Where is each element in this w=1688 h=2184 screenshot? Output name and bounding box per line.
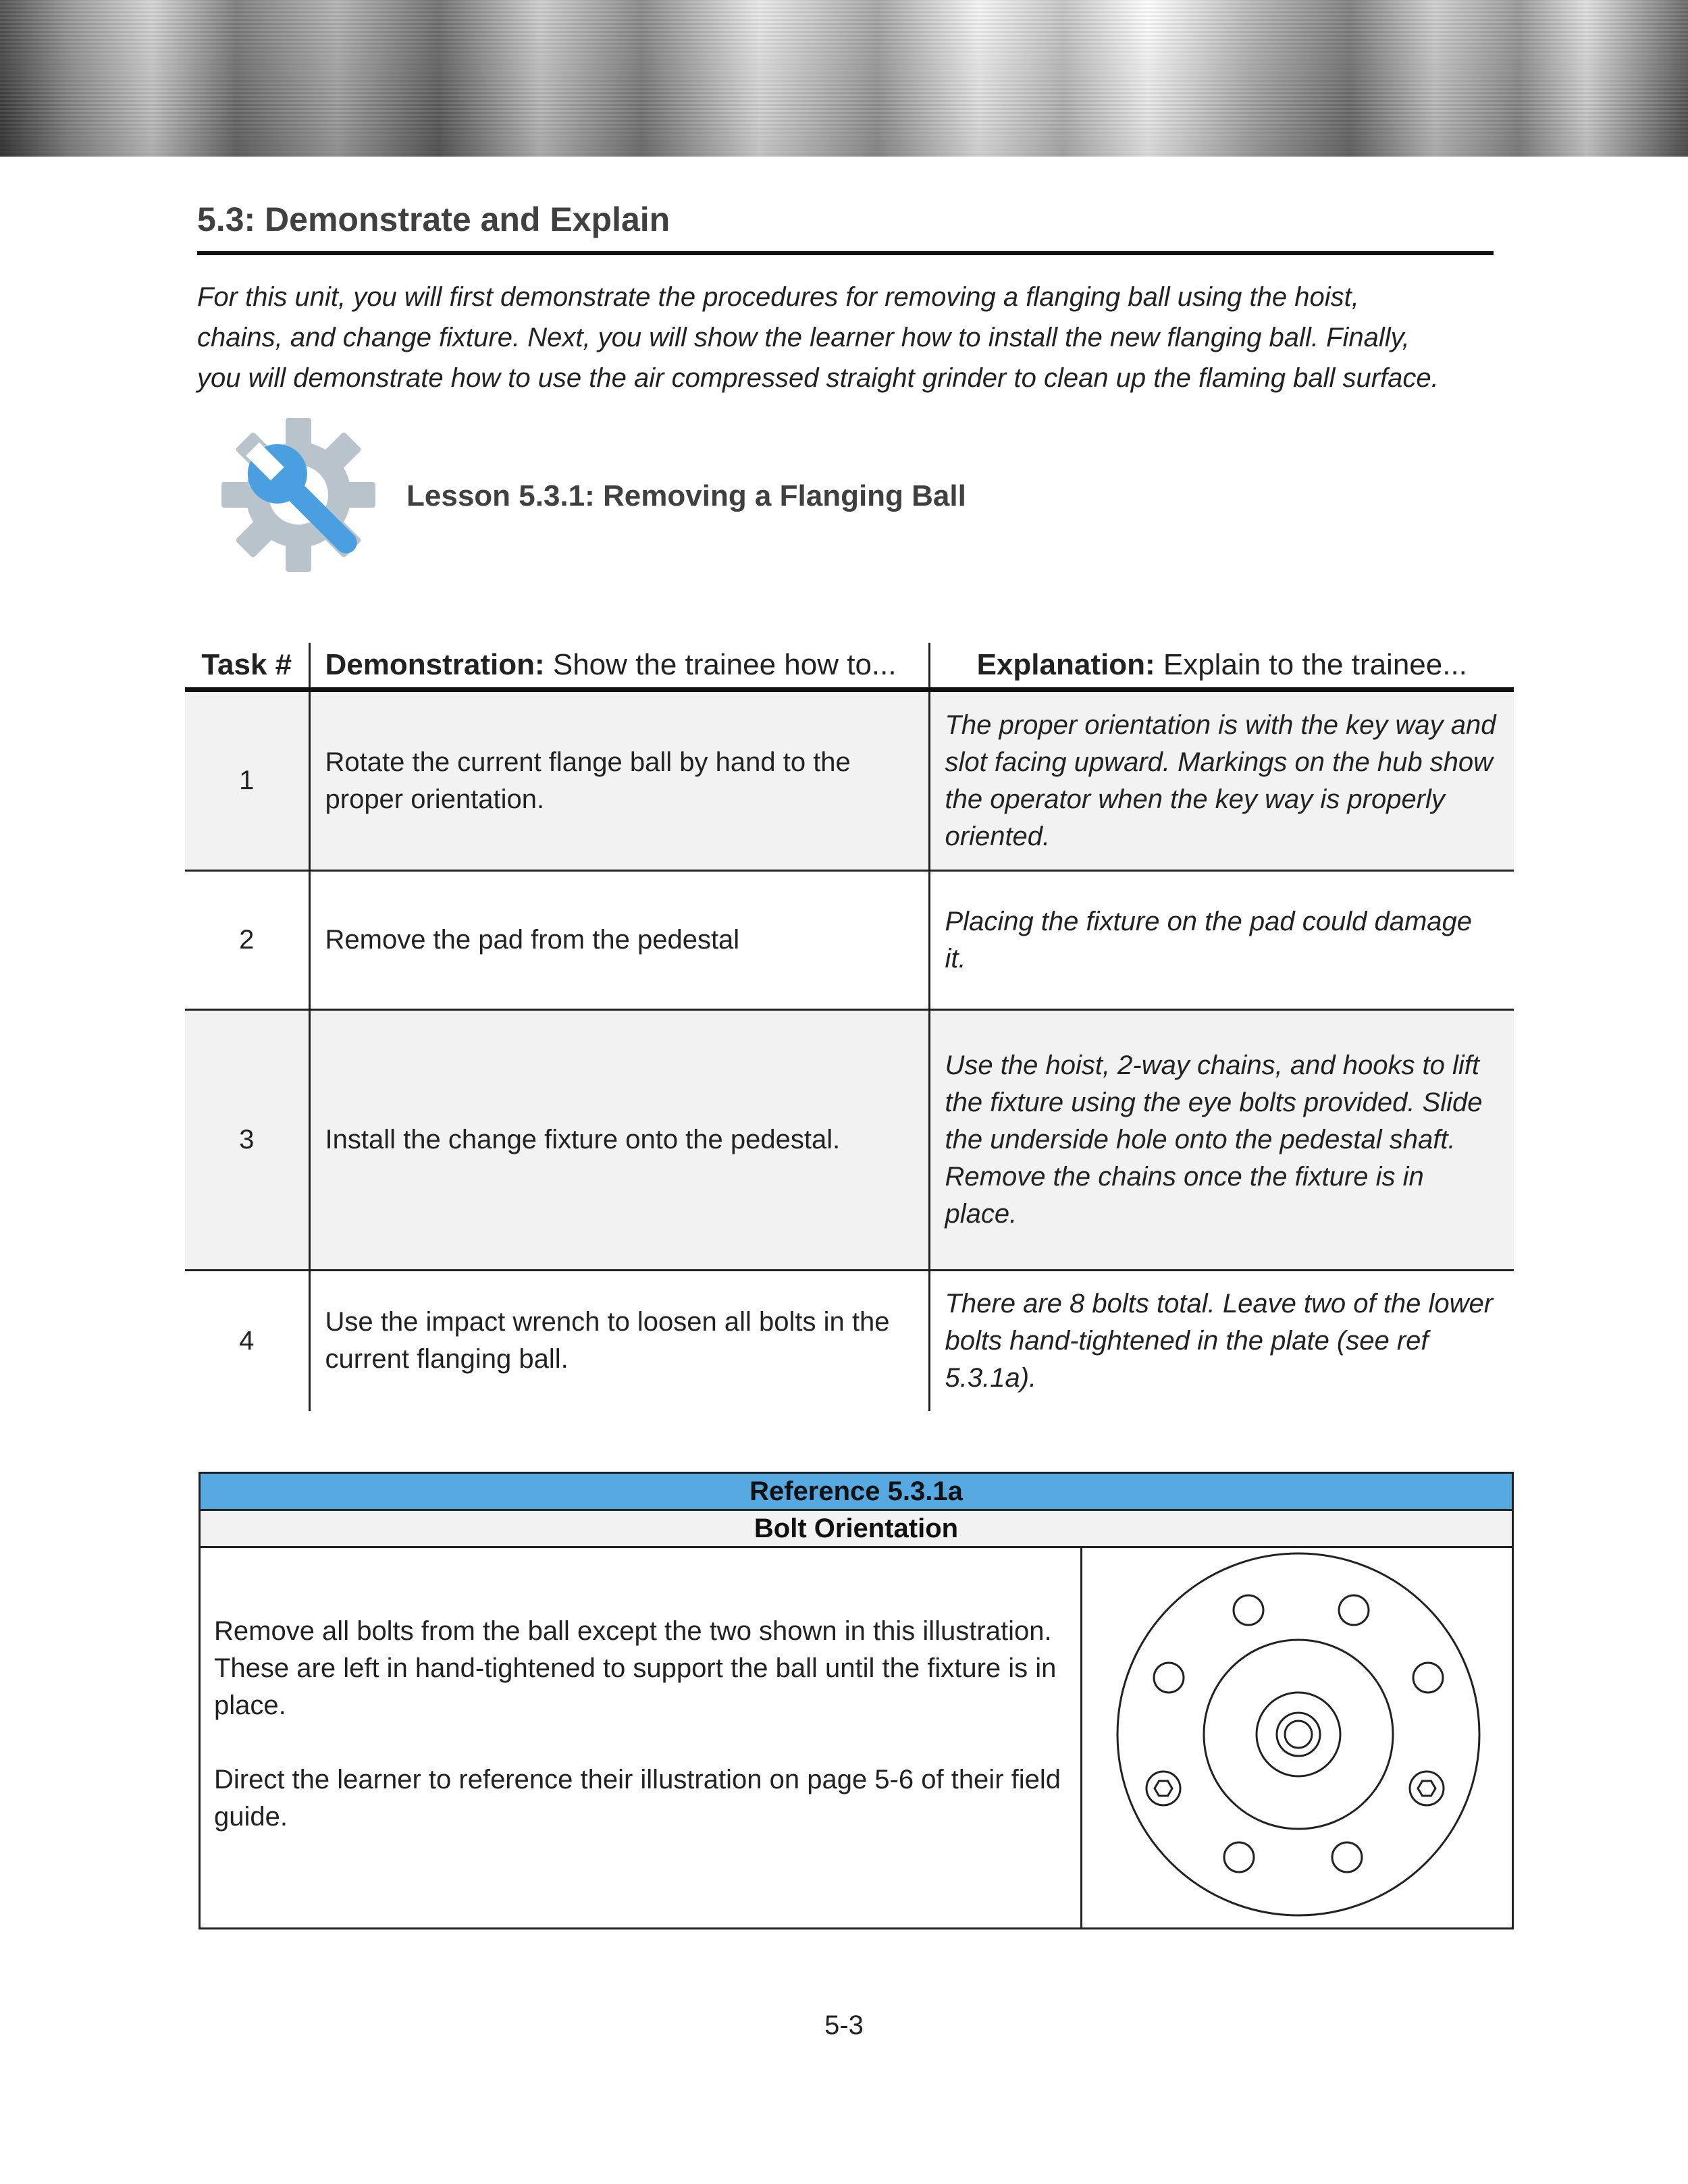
hub-ring bbox=[1204, 1640, 1393, 1829]
center-ring-middle bbox=[1277, 1713, 1320, 1756]
task-demonstration: Install the change fixture onto the pedestal. bbox=[309, 1010, 929, 1271]
reference-paragraph: Direct the learner to reference their illustration on page 5-6 of their field guide. bbox=[214, 1765, 1061, 1832]
task-number: 2 bbox=[185, 871, 309, 1010]
table-row bbox=[185, 1271, 1514, 1411]
flange-outer-ring bbox=[1117, 1553, 1479, 1915]
header-banner bbox=[0, 0, 1688, 157]
intro-line: you will demonstrate how to use the air compressed straight grinder to clean up the flaming ball surface. bbox=[197, 363, 1439, 393]
task-explanation: The proper orientation is with the key way and slot facing upward. Markings on the hub show the operator when the key way is properly oriented. bbox=[929, 690, 1514, 871]
reference-text bbox=[201, 1548, 1082, 1927]
task-demonstration: Use the impact wrench to loosen all bolts in the current flanging ball. bbox=[309, 1271, 929, 1411]
header-explanation: Explanation: Explain to the trainee... bbox=[929, 643, 1514, 690]
table-row bbox=[185, 871, 1514, 1010]
gear-wrench-icon bbox=[215, 415, 382, 577]
lesson-title: Lesson 5.3.1: Removing a Flanging Ball bbox=[406, 479, 966, 512]
reference-box bbox=[199, 1472, 1514, 1929]
reference-body bbox=[201, 1548, 1512, 1927]
bolt-hole-empty bbox=[1224, 1842, 1254, 1872]
reference-paragraph: Remove all bolts from the ball except the two shown in this illustration. These are left in hand-tightened to support the ball until the fixture is in place. bbox=[214, 1616, 1057, 1720]
table-header-row bbox=[185, 643, 1514, 690]
bolt-installed bbox=[1410, 1772, 1444, 1805]
header-demonstration: Demonstration: Show the trainee how to... bbox=[309, 643, 929, 690]
task-number: 4 bbox=[185, 1271, 309, 1411]
bolt-head-hex bbox=[1418, 1781, 1435, 1796]
task-explanation: There are 8 bolts total. Leave two of the lower bolts hand-tightened in the plate (see ref 5.3.1a). bbox=[945, 1288, 1494, 1393]
table-row bbox=[185, 1010, 1514, 1271]
reference-title: Reference 5.3.1a bbox=[201, 1474, 1512, 1511]
reference-subtitle: Bolt Orientation bbox=[201, 1511, 1512, 1548]
header-task: Task # bbox=[185, 643, 309, 690]
task-number: 3 bbox=[185, 1010, 309, 1271]
bolt-hole-empty bbox=[1413, 1663, 1443, 1693]
section-divider bbox=[197, 251, 1494, 255]
intro-line: For this unit, you will first demonstrate the procedures for removing a flanging ball using the hoist, bbox=[197, 282, 1359, 312]
task-explanation: Use the hoist, 2-way chains, and hooks to lift the fixture using the eye bolts provided. Slide the underside hole onto the pedestal shaft. Remove the chains once the fixture is in place. bbox=[929, 1010, 1514, 1271]
bolt-orientation-diagram bbox=[1084, 1548, 1512, 1927]
bolt-hole-empty bbox=[1154, 1663, 1184, 1693]
table-row bbox=[185, 690, 1514, 871]
intro-paragraph bbox=[197, 277, 1521, 398]
bolt-head-hex bbox=[1155, 1781, 1172, 1796]
center-ring-outer bbox=[1257, 1693, 1340, 1776]
task-demonstration: Rotate the current flange ball by hand to the proper orientation. bbox=[309, 690, 929, 871]
bolt-hole-empty bbox=[1234, 1595, 1263, 1625]
section-title: 5.3: Demonstrate and Explain bbox=[197, 201, 670, 238]
task-table bbox=[185, 643, 1514, 1411]
task-demonstration: Remove the pad from the pedestal bbox=[309, 871, 929, 1010]
intro-line: chains, and change fixture. Next, you will show the learner how to install the new flanging ball. Finally, bbox=[197, 323, 1410, 352]
page-number: 5-3 bbox=[824, 2010, 864, 2040]
bolt-orientation-svg bbox=[1084, 1548, 1513, 1927]
bolt-installed bbox=[1146, 1772, 1180, 1805]
task-explanation: Placing the fixture on the pad could damage it. bbox=[929, 871, 1514, 1010]
center-ring-inner bbox=[1285, 1721, 1312, 1748]
bolt-hole-empty bbox=[1332, 1842, 1362, 1872]
task-number: 1 bbox=[185, 690, 309, 871]
bolt-hole-empty bbox=[1339, 1595, 1369, 1625]
